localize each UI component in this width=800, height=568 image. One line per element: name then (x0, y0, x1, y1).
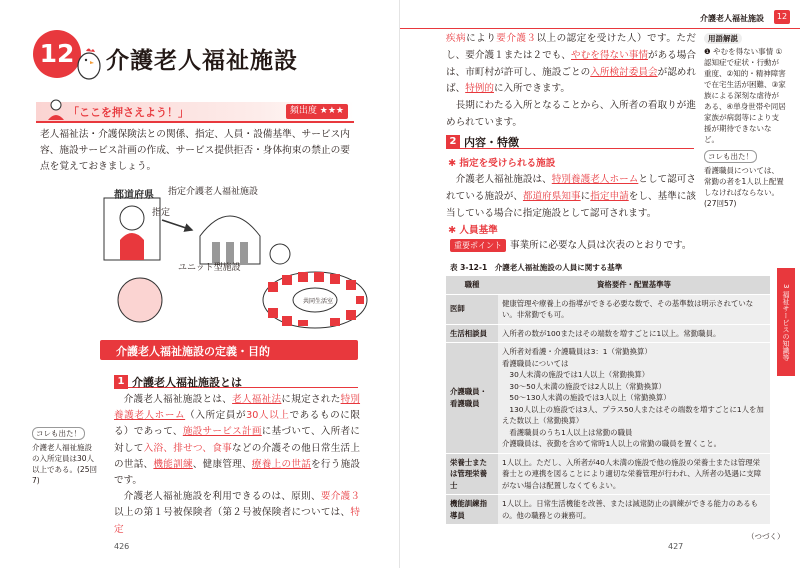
definition-paragraph-2: 介護老人福祉施設を利用できるのは、原則、要介護３以上の第１号被保険者（第２号被保険者については、特定 (114, 491, 361, 535)
eligibility-body (446, 31, 696, 132)
chapter-title: 介護老人福祉施設 (106, 48, 298, 74)
subsection-1-number: 1 (114, 375, 128, 389)
designation-body (446, 172, 696, 222)
key-point-label: 「ここを押さえよう！」 (68, 106, 189, 119)
chapter-number-badge: 12 (33, 30, 81, 78)
chick-mascot-icon (74, 42, 104, 82)
key-point-tag: 重要ポイント (450, 239, 506, 252)
eligibility-paragraph: 疾病により要介護３以上の認定を受けた人）です。ただし、要介護１または２でも、やむを得ない事情がある場合は、市町村が許可し、施設ごとの入所検討委員会が認めれば、特例的に入所できます。 (446, 33, 697, 95)
page-number-right: 427 (668, 542, 684, 551)
table-header-requirements: 資格要件・配置基準等 (498, 276, 770, 294)
illustration-center-label: 共同生活室 (303, 298, 334, 305)
section-title-bar (100, 340, 358, 360)
glossary-box (704, 33, 786, 145)
exam-note-head: コレも出た！ (32, 427, 85, 440)
facility-illustration (100, 180, 370, 330)
page-number-left: 426 (114, 542, 130, 551)
subsection-1-heading (114, 371, 358, 388)
table-cell-role: 栄養士または管理栄養士 (446, 453, 498, 495)
table-header-role: 職種 (446, 276, 498, 294)
key-point-text: 事業所に必要な人員は次表のとおりです。 (510, 240, 692, 251)
table-cell-text: 1人以上。日常生活機能を改善、または減退防止の訓練ができる能力のあるもの。他の職務との兼務可。 (498, 495, 770, 525)
section-title: 介護老人福祉施設の定義・目的 (116, 345, 270, 358)
table-cell-text: 入所者対看護・介護職員は3：1（常勤換算） 看護職員については 30人未満の施設では1人以上（常勤換算） 30～50人未満の施設では2人以上（常勤換算） 50～130人未満の施設では3人以上（常勤換算） 130人以上の施設では3人、プラス50人またはその端数を増すごとに1人を加えた数以上（常勤換算） 看護職員のうち1人以上は常勤の職員 介護職員は、夜勤を含めて常時1人以上の常勤の職員を置くこと。 (498, 343, 770, 454)
chapter-side-tab: 3 福祉サービスの知識等 (777, 268, 795, 376)
designation-paragraph: 介護老人福祉施設は、特別養護老人ホームとして認可されている施設が、都道府県知事に指定申請をし、基準に該当している場合に指定施設として認可されます。 (446, 174, 697, 219)
lead-text: 老人福祉法・介護保険法との関係、指定、人員・設備基準、サービス内容、施設サービス計画の作成、サービス提供拒否・身体拘束の禁止の要点を覚えておきましょう。 (40, 129, 350, 172)
subsection-2-title: 内容・特徴 (464, 135, 519, 149)
illustration-designate-tag: 指定 (152, 208, 171, 218)
exam-note-right-head: コレも出た！ (704, 150, 757, 163)
table-row (446, 324, 770, 343)
continued-label: （つづく） (747, 532, 785, 541)
heading-staffing-standards: ✱ 人員基準 (448, 225, 498, 236)
glossary-head: 用語解説 (704, 33, 742, 44)
running-head: 介護老人福祉施設 (700, 14, 764, 23)
running-head-number: 12 (774, 10, 790, 24)
illustration-caption-unit: ユニット型施設 (178, 263, 241, 273)
end-of-life-paragraph: 長期にわたる入所となることから、入所者の看取りが進められています。 (446, 100, 696, 128)
subsection-2-heading (446, 131, 694, 149)
illustration-caption-designated: 指定介護老人福祉施設 (168, 187, 259, 197)
subsection-1-title: 介護老人福祉施設とは (132, 375, 242, 389)
table-cell-text: 入所者の数が100またはその端数を増すごとに1以上。常勤職員。 (498, 324, 770, 343)
table-cell-role: 介護職員・看護職員 (446, 343, 498, 454)
definition-body (114, 392, 360, 538)
right-page (400, 0, 800, 568)
illustration-prefecture-label: 都道府県 (114, 190, 154, 201)
definition-paragraph-1: 介護老人福祉施設とは、老人福祉法に規定された特別養護老人ホーム（入所定員が30人以上であるものに限る）であって、施設サービス計画に基づいて、入所者に対して入浴、排せつ、食事などの介護その他日常生活上の世話、機能訓練、健康管理、療養上の世話を行う施設です。 (114, 394, 361, 487)
exam-note-left (32, 427, 98, 486)
key-point-bar (36, 102, 354, 123)
table-header-row (446, 276, 770, 294)
table-cell-role: 機能訓練指導員 (446, 495, 498, 525)
exam-note-right-text: 看護職員については、常勤の者を1人以上配置しなければならない。(27回57) (704, 166, 784, 208)
teacher-icon (46, 98, 66, 120)
running-head-rule (400, 28, 800, 29)
table-cell-role: 生活相談員 (446, 324, 498, 343)
table-row (446, 294, 770, 324)
exam-note-right (704, 150, 786, 209)
exam-note-text: 介護老人福祉施設の入所定員は30人以上である。(25回7) (32, 443, 97, 485)
table-cell-text: 1人以上。ただし、入所者が40人未満の施設で他の施設の栄養士または管理栄養士との連携を図ることにより適切な栄養管理が行われ、入所者の処遇に支障がない場合は配置しなくてもよい。 (498, 453, 770, 495)
table-cell-text: 健康管理や療養上の指導ができる必要な数で、その基準数は明示されていない。非常勤でも可。 (498, 294, 770, 324)
table-row (446, 453, 770, 495)
key-point-line (450, 237, 692, 252)
table-row (446, 343, 770, 454)
heading-designated-facility: ✱ 指定を受けられる施設 (448, 158, 556, 169)
table-caption: 表 3-12-1 介護老人福祉施設の人員に関する基準 (450, 263, 623, 272)
frequency-badge: 頻出度 ★★★ (286, 104, 348, 119)
staffing-table (446, 276, 770, 525)
subsection-2-number: 2 (446, 135, 460, 149)
glossary-text: ❶ やむを得ない事情 ①認知症で症状・行動が重度、②知的・精神障害で在宅生活が困難、③家族による深刻な虐待がある、④単身世帯や同居家族が病弱等により支援が期待できないなど。 (704, 47, 786, 144)
table-row (446, 495, 770, 525)
table-cell-role: 医師 (446, 294, 498, 324)
